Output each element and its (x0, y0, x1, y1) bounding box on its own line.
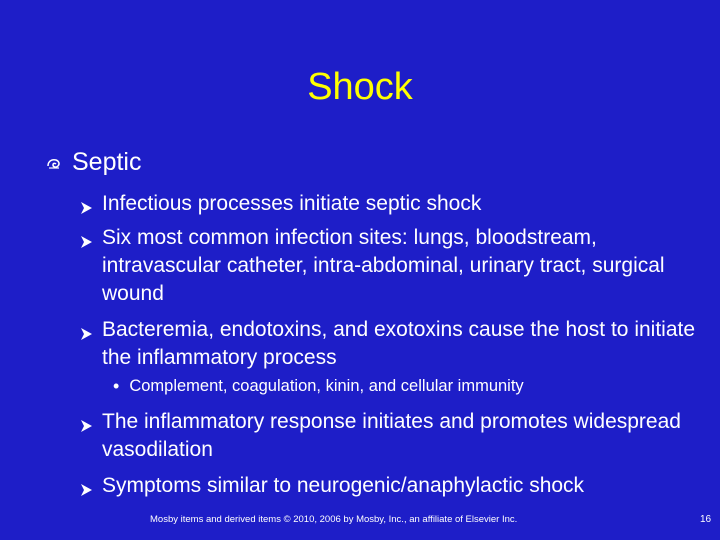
level1-item (46, 148, 141, 177)
sub-bullet-item (113, 376, 524, 397)
arrowhead-bullet-icon (78, 196, 94, 212)
copyright-footer: Mosby items and derived items © 2010, 2006 by Mosby, Inc., an affiliate of Elsevier Inc. (150, 514, 518, 525)
bullet-item (78, 190, 702, 218)
bullet-text: Bacteremia, endotoxins, and exotoxins cause the host to initiate the inflammatory process (102, 318, 696, 369)
bullet-item (78, 472, 702, 500)
slide-title: Shock (307, 66, 413, 108)
bullet-text: Six most common infection sites: lungs, bloodstream, intravascular catheter, intra-abdominal, urinary tract, surgical wound (102, 226, 665, 305)
arrowhead-bullet-icon (78, 478, 94, 494)
page-number: 16 (700, 514, 712, 525)
arrowhead-bullet-icon (78, 414, 94, 430)
bullet-text: Infectious processes initiate septic shock (102, 192, 482, 215)
bullet-text: Symptoms similar to neurogenic/anaphylactic shock (102, 474, 585, 497)
arrowhead-bullet-icon (78, 322, 94, 338)
bullet-item (78, 408, 702, 464)
bullet-text: The inflammatory response initiates and promotes widespread vasodilation (102, 410, 681, 461)
sub-bullet-text: Complement, coagulation, kinin, and cellular immunity (129, 377, 524, 395)
arrowhead-bullet-icon (78, 230, 94, 246)
bullet-item (78, 224, 702, 308)
bullet-item (78, 316, 702, 372)
scroll-bullet-icon (46, 155, 62, 171)
section-heading: Septic (72, 148, 142, 176)
dot-bullet-icon: • (113, 376, 120, 396)
